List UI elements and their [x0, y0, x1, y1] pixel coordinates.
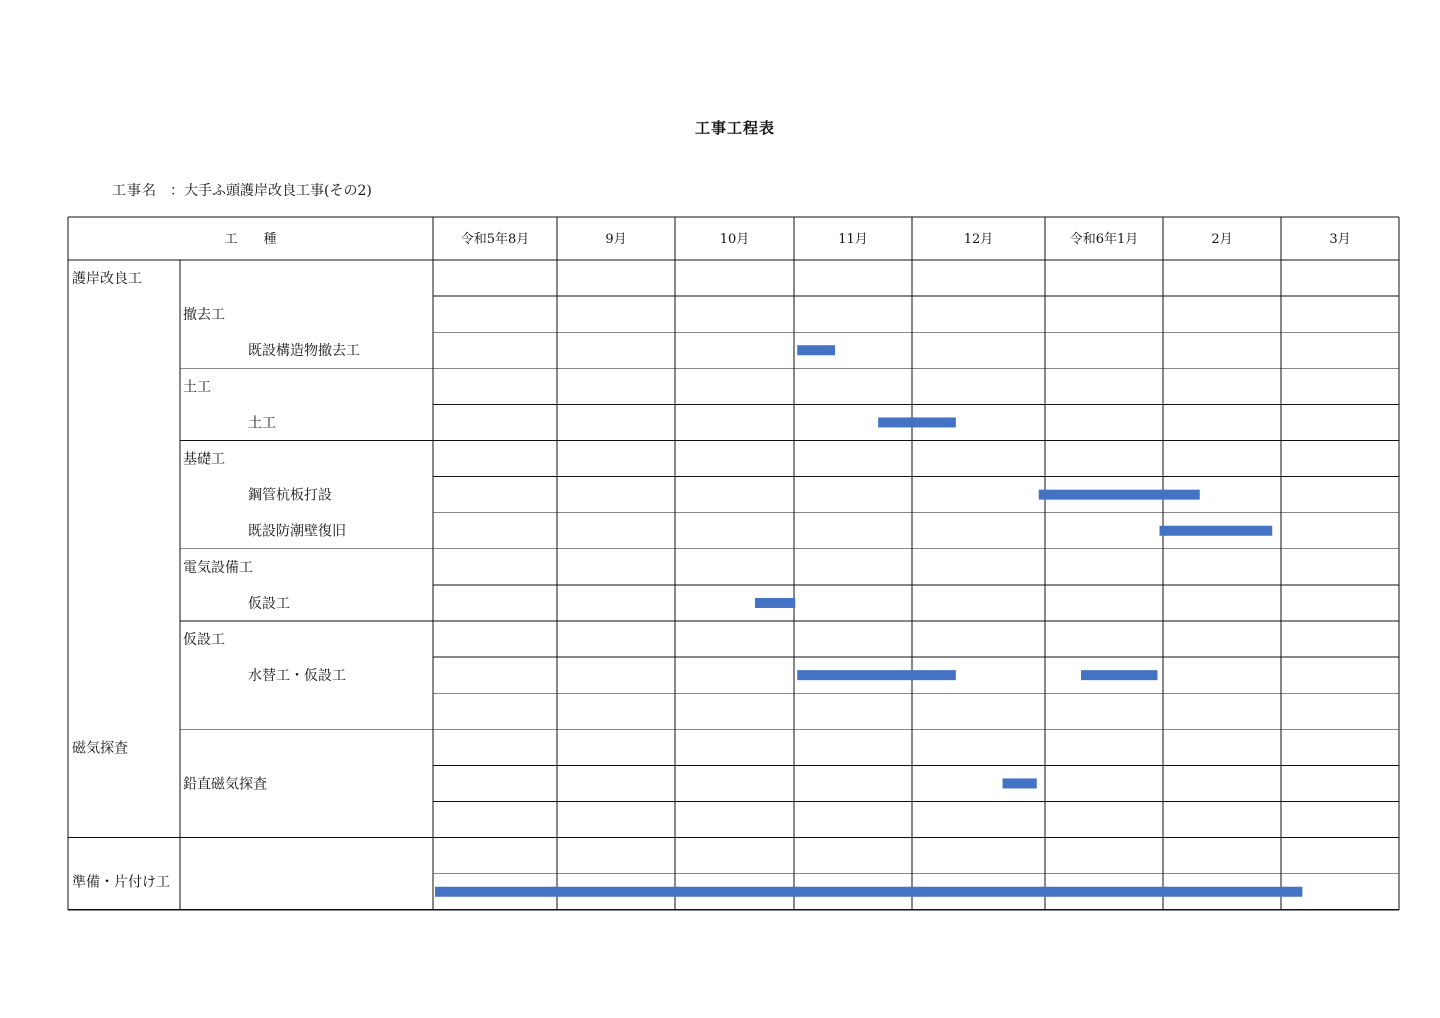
- month-header: 2月: [1211, 232, 1233, 247]
- schedule-bar: [1160, 526, 1273, 536]
- category-label: 準備・片付け工: [72, 874, 170, 891]
- schedule-bar: [878, 417, 956, 427]
- subcategory-label: 電気設備工: [183, 559, 253, 576]
- month-header: 12月: [963, 232, 994, 247]
- task-label: 土工: [248, 415, 276, 432]
- subcategory-label: 基礎工: [183, 451, 225, 468]
- task-label: 鋼管杭板打設: [248, 487, 332, 504]
- month-header: 令和5年8月: [460, 232, 530, 247]
- type-column-header: 工 種: [224, 232, 277, 247]
- schedule-bar: [797, 345, 835, 355]
- month-header: 11月: [838, 232, 868, 247]
- schedule-bar: [435, 887, 1302, 897]
- category-label: 護岸改良工: [72, 271, 142, 287]
- month-header: 10月: [719, 232, 750, 247]
- task-label: 既設防潮壁復旧: [248, 523, 346, 540]
- subcategory-label: 仮設工: [183, 632, 225, 648]
- task-label: 既設構造物撤去工: [248, 343, 360, 360]
- schedule-bar: [1039, 490, 1200, 500]
- task-label: 水替工・仮設工: [248, 668, 346, 685]
- subcategory-label: 鉛直磁気探査: [183, 776, 267, 793]
- project-separator: ：: [170, 183, 184, 199]
- month-header: 3月: [1329, 232, 1351, 247]
- task-label: 仮設工: [248, 595, 290, 612]
- month-header: 令和6年1月: [1069, 232, 1139, 247]
- month-header: 9月: [605, 232, 627, 247]
- page-title: 工事工程表: [694, 119, 775, 137]
- schedule-bar: [797, 670, 956, 680]
- category-label: 磁気探査: [72, 740, 128, 757]
- schedule-bar: [1003, 778, 1037, 788]
- schedule-bar: [1081, 670, 1157, 680]
- subcategory-label: 土工: [183, 379, 211, 396]
- schedule-bar: [755, 598, 795, 608]
- project-name: 大手ふ頭護岸改良工事(その2): [184, 183, 372, 199]
- subcategory-label: 撤去工: [183, 307, 225, 324]
- project-label: 工事名: [112, 183, 157, 199]
